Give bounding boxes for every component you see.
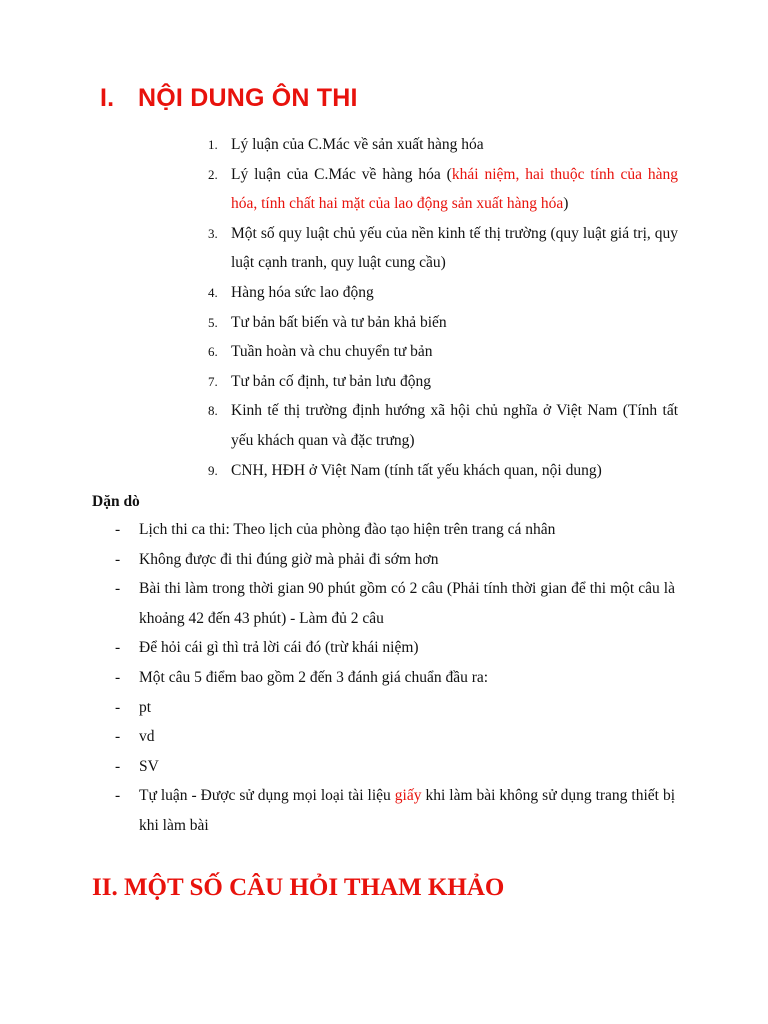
dash-bullet: - [115,787,121,805]
section-heading-1 [100,84,358,113]
item-number: 8. [208,403,218,419]
item-number: 7. [208,373,218,389]
item-text: Kinh tế thị trường định hướng xã hội chủ nghĩa ở Việt Nam (Tính tất yếu khách quan và đặc trưng) [231,402,678,449]
dash-bullet: - [115,639,121,657]
item-number: 5. [208,314,218,330]
list-item [208,278,678,308]
section-number: I. [100,84,115,112]
list-item [208,337,678,367]
item-text: Một số quy luật chủ yếu của nền kinh tế thị trường (quy luật giá trị, quy luật cạnh tranh, quy luật cung cầu) [231,224,678,272]
list-item [208,160,678,219]
item-highlight: giấy [394,787,422,805]
item-text: Một câu 5 điểm bao gồm 2 đến 3 đánh giá chuẩn đầu ra: [139,668,489,686]
item-text: Lý luận của C.Mác về sản xuất hàng hóa [231,136,484,153]
section-title: NỘI DUNG ÔN THI [138,84,358,112]
dash-bullet: - [115,521,121,538]
item-text: Không được đi thi đúng giờ mà phải đi sớm hơn [139,550,439,568]
topic-list [208,130,678,485]
item-text: Tư bản bất biến và tư bản khả biến [231,313,447,331]
list-item [208,396,678,455]
list-item [113,693,675,723]
item-number: 9. [208,462,218,478]
list-item [113,574,675,633]
item-number: 3. [208,225,218,241]
list-item [113,722,675,752]
dash-bullet: - [115,580,121,598]
item-highlight: khái niệm, hai thuộc tính của hàng hóa, tính chất hai mặt của lao động sản xuất hàng hóa [231,165,679,213]
list-item [208,130,678,160]
item-text: Lịch thi ca thi: Theo lịch của phòng đào tạo hiện trên trang cá nhân [139,521,556,538]
item-text: SV [139,757,159,775]
item-text-end: ) [563,195,569,213]
item-number: 1. [208,137,218,152]
list-item [113,545,675,575]
notes-heading: Dặn dò [92,493,140,510]
item-number: 4. [208,284,218,300]
item-number: 6. [208,344,218,360]
item-text: Tự luận - Được sử dụng mọi loại tài liệu [139,787,395,805]
list-item [113,752,675,782]
notes-list [113,515,675,841]
item-text: CNH, HĐH ở Việt Nam (tính tất yếu khách quan, nội dung) [231,461,602,479]
dash-bullet: - [115,668,121,686]
dash-bullet: - [115,757,121,775]
dash-bullet: - [115,698,121,716]
list-item [208,308,678,338]
list-item [208,456,678,486]
item-text: vd [139,728,155,746]
list-item [208,367,678,397]
item-number: 2. [208,166,218,182]
item-text: Tuần hoàn và chu chuyển tư bản [231,343,433,361]
dash-bullet: - [115,728,121,746]
item-text: Lý luận của C.Mác về hàng hóa ( [231,165,452,183]
list-item [113,515,675,545]
list-item [113,633,675,663]
dash-bullet: - [115,550,121,568]
item-text: pt [139,698,152,716]
section-heading-2: II. MỘT SỐ CÂU HỎI THAM KHẢO [92,874,505,901]
item-text: Để hỏi cái gì thì trả lời cái đó (trừ khái niệm) [139,639,419,657]
list-item [208,219,678,278]
list-item [113,663,675,693]
item-text: Tư bản cố định, tư bản lưu động [231,372,431,390]
item-text-end: khi làm bài không sử dụng trang thiết bị khi làm bài [139,787,675,834]
item-text: Bài thi làm trong thời gian 90 phút gồm có 2 câu (Phải tính thời gian để thi một câu là khoảng 42 đến 43 phút) - Làm đủ 2 câu [139,580,675,627]
list-item [113,781,675,840]
item-text: Hàng hóa sức lao động [231,283,374,301]
